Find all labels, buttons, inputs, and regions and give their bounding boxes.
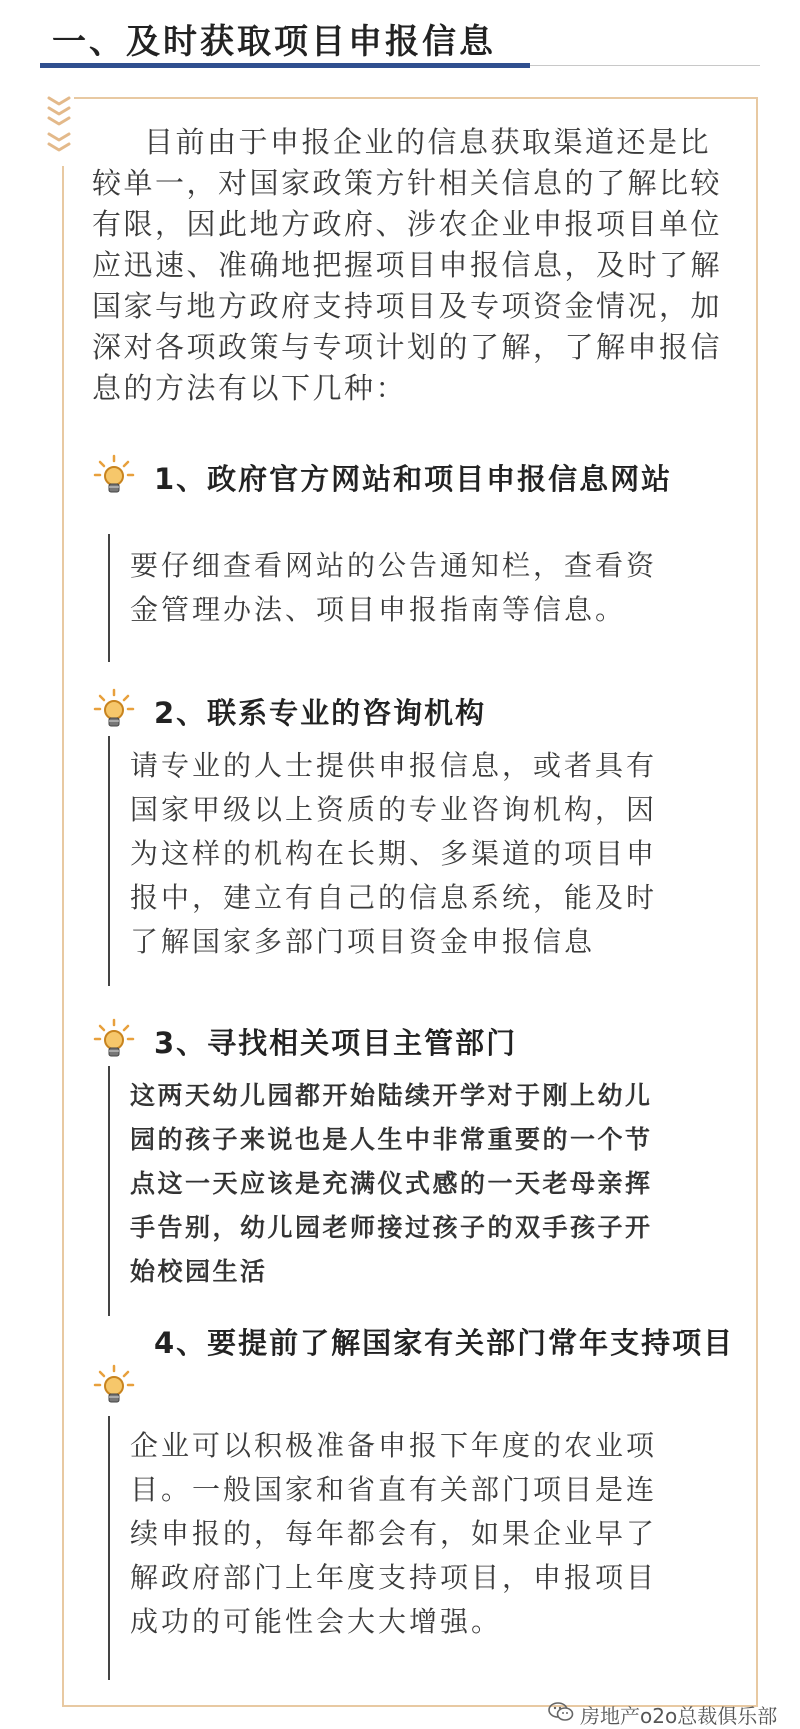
section-body bbox=[108, 736, 668, 986]
watermark bbox=[548, 1700, 777, 1729]
section-title: 2、联系专业的咨询机构 bbox=[154, 696, 487, 730]
lightbulb-icon bbox=[92, 1364, 136, 1414]
section-1 bbox=[92, 454, 752, 626]
article-header bbox=[0, 0, 800, 80]
section-text: 请专业的人士提供申报信息，或者具有国家甲级以上资质的专业咨询机构，因为这样的机构在长期、多渠道的项目申报中，建立有自己的信息系统，能及时了解国家多部门项目资金申报信息 bbox=[130, 749, 658, 958]
section-body bbox=[108, 534, 668, 662]
heading-underline bbox=[40, 63, 530, 68]
intro-paragraph: 目前由于申报企业的信息获取渠道还是比较单一，对国家政策方针相关信息的了解比较有限，因此地方政府、涉农企业申报项目单位应迅速、准确地把握项目申报信息，及时了解国家与地方政府支持项目及专项资金情况，加深对各项政策与专项计划的了解，了解申报信息的方法有以下几种： bbox=[92, 125, 723, 405]
section-text: 企业可以积极准备申报下年度的农业项目。一般国家和省直有关部门项目是连续申报的，每年都会有，如果企业早了解政府部门上年度支持项目，申报项目成功的可能性会大大增强。 bbox=[130, 1429, 658, 1638]
section-text: 要仔细查看网站的公告通知栏，查看资金管理办法、项目申报指南等信息。 bbox=[130, 549, 658, 626]
section-heading: 一、及时获取项目申报信息 bbox=[52, 22, 496, 62]
section-title: 4、要提前了解国家有关部门常年支持项目 bbox=[154, 1326, 735, 1360]
watermark-text: 房地产o2o总裁俱乐部 bbox=[580, 1704, 778, 1728]
section-title: 1、政府官方网站和项目申报信息网站 bbox=[154, 462, 673, 496]
section-body bbox=[108, 1416, 668, 1680]
section-text: 这两天幼儿园都开始陆续开学对于刚上幼儿园的孩子来说也是人生中非常重要的一个节点这一天应该是充满仪式感的一天老母亲挥手告别，幼儿园老师接过孩子的双手孩子开始校园生活 bbox=[130, 1081, 653, 1286]
section-4 bbox=[92, 1318, 752, 1638]
lightbulb-icon bbox=[92, 1018, 136, 1068]
chevron-ornament-icon bbox=[44, 96, 74, 166]
heading-divider bbox=[530, 65, 760, 66]
section-title: 3、寻找相关项目主管部门 bbox=[154, 1026, 518, 1060]
lightbulb-icon bbox=[92, 688, 136, 738]
lightbulb-icon bbox=[92, 454, 136, 504]
section-3 bbox=[92, 1018, 752, 1286]
section-body bbox=[108, 1066, 668, 1316]
wechat-icon bbox=[548, 1701, 574, 1728]
section-2 bbox=[92, 688, 752, 958]
